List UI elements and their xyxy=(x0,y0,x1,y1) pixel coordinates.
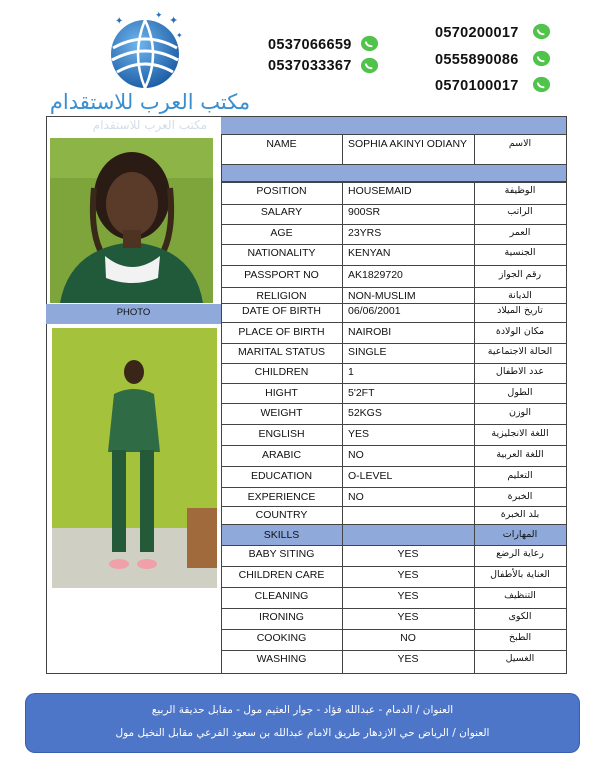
phone-number: 0537033367 xyxy=(268,58,352,74)
skill-label-ar: رعاية الرضع xyxy=(496,548,544,559)
field-value: NO xyxy=(348,449,364,461)
skill-label-ar: التنظيف xyxy=(504,590,536,601)
field-label: ARABIC xyxy=(261,449,302,461)
skill-label-ar: الكوى xyxy=(508,611,532,622)
field-label-ar: الراتب xyxy=(507,206,533,217)
field-value: 52KGS xyxy=(348,407,382,419)
whatsapp-icon xyxy=(360,56,379,75)
skill-label-ar: العناية بالأطفال xyxy=(490,569,550,580)
field-value: 5'2FT xyxy=(348,387,375,399)
address-line-2: العنوان / الرياض حي الازدهار طريق الامام عبدالله بن سعود الفرعي مقابل النخيل مول xyxy=(115,727,490,739)
field-label: EXPERIENCE xyxy=(247,491,316,503)
skill-value: YES xyxy=(397,548,419,560)
photo-label: PHOTO xyxy=(46,304,221,324)
field-label-ar: الخبرة xyxy=(507,491,533,502)
phone-number: 0555890086 xyxy=(435,52,519,68)
skill-label: BABY SITING xyxy=(248,548,315,560)
phone-number: 0537066659 xyxy=(268,37,352,53)
field-label-ar: بلد الخبرة xyxy=(500,509,540,520)
field-label-ar: رقم الجواز xyxy=(498,269,542,280)
field-value: NO xyxy=(348,491,364,503)
address-line-1: العنوان / الدمام - عبدالله فؤاد - جوار العثيم مول - مقابل حديقة الربيع xyxy=(151,704,454,716)
field-label-ar: تاريخ الميلاد xyxy=(497,305,543,316)
table-top-band xyxy=(221,117,566,134)
field-value: 1 xyxy=(348,366,354,378)
field-label: POSITION xyxy=(256,185,307,197)
name-label-ar: الاسم xyxy=(508,138,532,149)
field-value: NON-MUSLIM xyxy=(348,290,416,302)
svg-text:✦: ✦ xyxy=(176,31,183,40)
skill-label-ar: الغسيل xyxy=(505,653,535,664)
whatsapp-icon xyxy=(532,22,551,41)
company-name: مكتب العرب للاستقدام xyxy=(49,90,251,114)
field-value: KENYAN xyxy=(348,247,391,259)
field-label-ar: الوظيفة xyxy=(504,185,536,196)
skill-label: WASHING xyxy=(256,653,307,665)
field-label-ar: الجنسية xyxy=(504,247,536,258)
field-value: AK1829720 xyxy=(348,269,403,281)
field-value: 06/06/2001 xyxy=(348,305,401,317)
field-label-ar: العمر xyxy=(509,227,531,238)
whatsapp-icon xyxy=(360,34,379,53)
name-value: SOPHIA AKINYI ODIANY xyxy=(348,138,468,150)
field-label: PLACE OF BIRTH xyxy=(238,326,325,338)
field-label-ar: عدد الاطفال xyxy=(495,366,545,377)
svg-text:✦: ✦ xyxy=(169,14,179,27)
field-label-ar: اللغة العربية xyxy=(496,449,544,460)
field-label: SALARY xyxy=(260,206,303,218)
globe-logo-icon xyxy=(103,10,187,94)
field-label: RELIGION xyxy=(256,290,307,302)
phone-number: 0570100017 xyxy=(435,78,519,94)
company-name-reflection: مكتب العرب للاستقدام xyxy=(92,118,208,132)
skill-label: COOKING xyxy=(256,632,307,644)
field-label: HIGHT xyxy=(265,387,298,399)
skill-value: YES xyxy=(397,653,419,665)
skill-value: YES xyxy=(397,590,419,602)
svg-text:✦: ✦ xyxy=(115,16,124,27)
field-label-ar: مكان الولادة xyxy=(495,326,545,337)
field-label-ar: الحالة الاجتماعية xyxy=(487,346,553,357)
portrait-photo xyxy=(50,138,213,303)
field-value: O-LEVEL xyxy=(348,470,393,482)
svg-text:✦: ✦ xyxy=(155,11,163,21)
field-label: WEIGHT xyxy=(260,407,303,419)
field-label: EDUCATION xyxy=(250,470,313,482)
phone-number: 0570200017 xyxy=(435,25,519,41)
field-value: 23YRS xyxy=(348,227,382,239)
field-label-ar: اللغة الانجليزية xyxy=(491,428,549,439)
whatsapp-icon xyxy=(532,49,551,68)
whatsapp-icon xyxy=(532,75,551,94)
field-label-ar: الديانة xyxy=(508,290,532,301)
name-label: NAME xyxy=(266,138,297,150)
field-label: CHILDREN xyxy=(254,366,309,378)
field-label: ENGLISH xyxy=(258,428,305,440)
field-label: PASSPORT NO xyxy=(244,269,319,281)
skill-label: CHILDREN CARE xyxy=(238,569,325,581)
field-value: NAIROBI xyxy=(348,326,392,338)
field-label-ar: التعليم xyxy=(507,470,533,481)
field-label-ar: الوزن xyxy=(508,407,531,418)
skills-header: SKILLS xyxy=(263,529,300,541)
skill-label: CLEANING xyxy=(254,590,309,602)
field-label-ar: الطول xyxy=(507,387,533,398)
skills-header-ar: المهارات xyxy=(502,529,538,540)
field-label: COUNTRY xyxy=(255,509,308,521)
field-value: HOUSEMAID xyxy=(348,185,412,197)
field-label: MARITAL STATUS xyxy=(237,346,326,358)
full-body-photo xyxy=(52,328,217,588)
field-value: SINGLE xyxy=(348,346,387,358)
field-label: NATIONALITY xyxy=(247,247,316,259)
skill-label: IRONING xyxy=(259,611,304,623)
field-value: YES xyxy=(348,428,370,440)
skill-value: YES xyxy=(397,611,419,623)
field-label: DATE OF BIRTH xyxy=(242,305,321,317)
footer-address-box xyxy=(26,694,579,752)
field-label: AGE xyxy=(270,227,293,239)
table-spacer-band xyxy=(221,164,566,181)
skill-value: YES xyxy=(397,569,419,581)
skill-value: NO xyxy=(400,632,416,644)
skill-label-ar: الطبخ xyxy=(508,632,532,643)
field-value: 900SR xyxy=(348,206,381,218)
